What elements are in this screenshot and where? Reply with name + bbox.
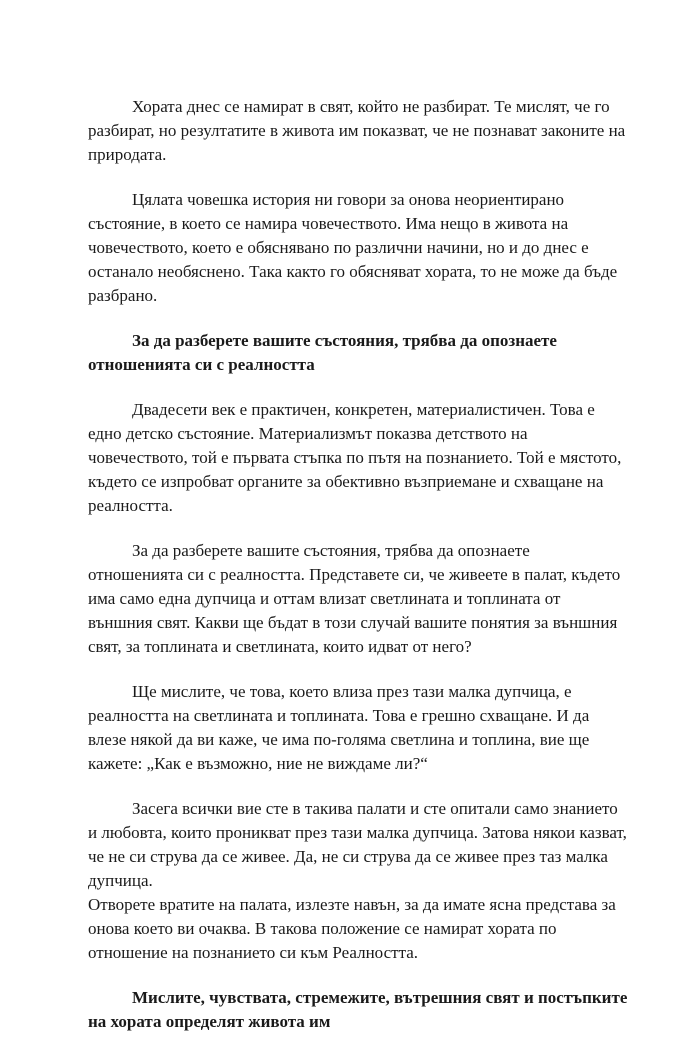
- paragraph-3: Двадесети век е практичен, конкретен, материалистичен. Това е едно детско състояние. Материализмът показва детството на човечеството, той е първата стъпка по пътя на познанието. Той е мястото, където се изпробват органите за обективно възприемане и схващане на реалността.: [88, 400, 622, 515]
- paragraph-2: Цялата човешка история ни говори за онова неориентирано състояние, в което се намира човечеството. Има нещо в живота на човечеството, което е обяснявано по различни начини, но и до днес е останало необяснено. Така както го обясняват хората, то не може да бъде разбрано.: [88, 190, 618, 305]
- paragraph-5: Ще мислите, че това, което влиза през тази малка дупчица, е реалността на светлината и топлината. Това е грешно схващане. И да влезе някой да ви каже, че има по-голяма светлина и топлина, вие ще кажете: „Как е възможно, ние не виждаме ли?“: [88, 682, 590, 773]
- paragraph-1: Хората днес се намират в свят, който не разбират. Те мислят, че го разбират, но резултатите в живота им показват, че не познават законите на природата.: [88, 97, 626, 164]
- paragraph-4: За да разберете вашите състояния, трябва да опознаете отношенията си с реалността. Представете си, че живеете в палат, където има само една дупчица и оттам влизат светлината и топлината от външния свят. Какви ще бъдат в този случай вашите понятия за външния свят, за топлината и светлината, които идват от него?: [88, 541, 621, 656]
- paragraph-6: Засега всички вие сте в такива палати и сте опитали само знанието и любовта, които проникват през тази малка дупчица. Затова някои казват, че не си струва да се живее. Да, не си струва да се живее през таз малка дупчица.: [88, 799, 627, 890]
- section-heading-2: Мислите, чувствата, стремежите, вътрешния свят и постъпките на хората определят живота им: [88, 988, 628, 1031]
- paragraph-7: Отворете вратите на палата, излезте навън, за да имате ясна представа за онова което ви очаква. В такова положение се намират хората по отношение на познанието си към Реалността.: [88, 895, 616, 962]
- section-heading-1: За да разберете вашите състояния, трябва да опознаете отношенията си с реалността: [88, 331, 557, 374]
- document-body: [88, 95, 628, 1055]
